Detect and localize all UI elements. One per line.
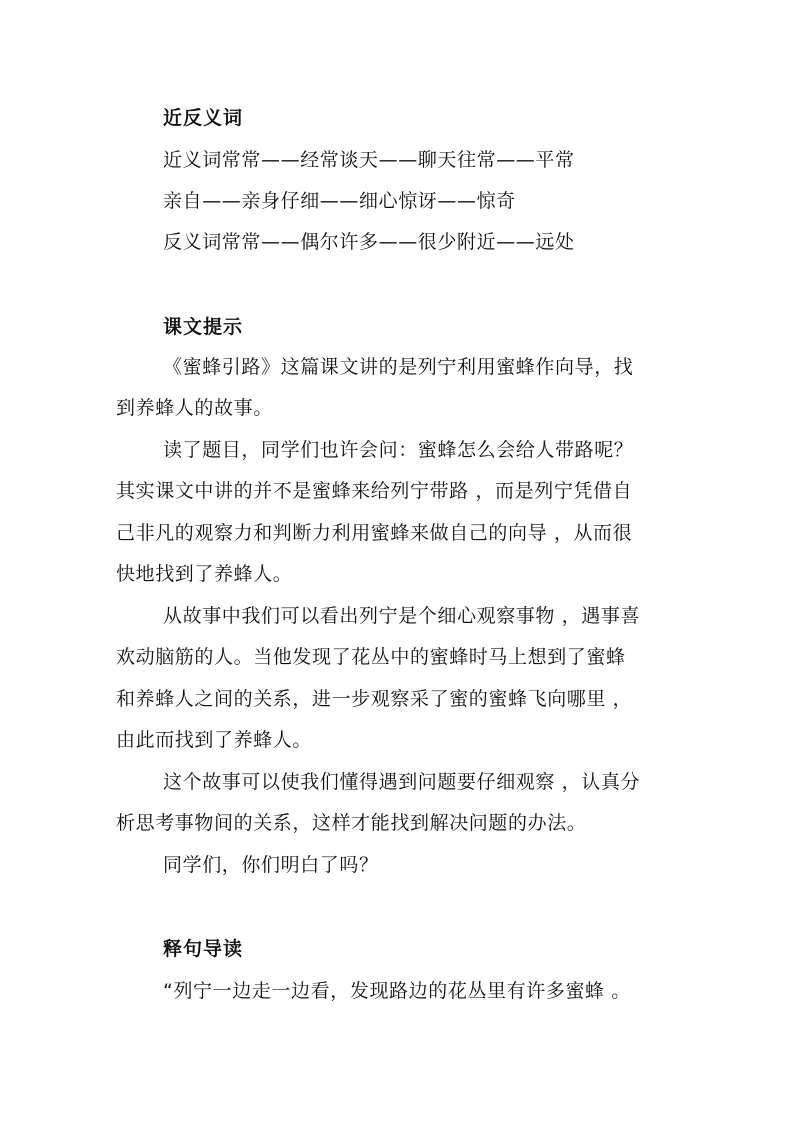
paragraph-line: 从故事中我们可以看出列宁是个细心观察事物 ，遇事喜 bbox=[163, 605, 641, 627]
synonyms-line-1: 近义词常常——经常谈天——聊天往常——平常 bbox=[163, 149, 575, 171]
paragraph-line: 析思考事物间的关系，这样才能找到解决问题的办法。 bbox=[116, 812, 587, 834]
paragraph-line: 其实课文中讲的并不是蜜蜂来给列宁带路 ，而是列宁凭借自 bbox=[116, 480, 633, 502]
synonyms-line-2: 亲自——亲身仔细——细心惊讶——惊奇 bbox=[163, 190, 516, 212]
paragraph-line: 己非凡的观察力和判断力利用蜜蜂来做自己的向导 ，从而很 bbox=[116, 522, 633, 544]
antonyms-line: 反义词常常——偶尔许多——很少附近——远处 bbox=[163, 231, 575, 253]
section-heading-sentence-guide: 释句导读 bbox=[163, 938, 244, 960]
paragraph-line: “列宁一边走一边看，发现路边的花丛里有许多蜜蜂 。 bbox=[163, 980, 631, 1002]
paragraph-line: 由此而找到了养蜂人。 bbox=[116, 729, 313, 751]
paragraph-line: 同学们，你们明白了吗？ bbox=[163, 854, 379, 876]
paragraph-line: 和养蜂人之间的关系，进一步观察采了蜜的蜜蜂飞向哪里 ， bbox=[116, 688, 633, 710]
paragraph-line: 快地找到了养蜂人。 bbox=[116, 563, 293, 585]
paragraph-line: 到养蜂人的故事。 bbox=[116, 397, 273, 419]
paragraph-line: 读了题目，同学们也许会问：蜜蜂怎么会给人带路呢？ bbox=[163, 439, 634, 461]
paragraph-line: 欢动脑筋的人。当他发现了花丛中的蜜蜂时马上想到了蜜蜂 bbox=[116, 646, 626, 668]
paragraph-line: 《蜜蜂引路》这篇课文讲的是列宁利用蜜蜂作向导，找 bbox=[163, 356, 634, 378]
paragraph-line: 这个故事可以使我们懂得遇到问题要仔细观察 ，认真分 bbox=[163, 771, 641, 793]
section-heading-text-hint: 课文提示 bbox=[163, 316, 244, 338]
section-heading-synonyms-antonyms: 近反义词 bbox=[163, 107, 244, 129]
